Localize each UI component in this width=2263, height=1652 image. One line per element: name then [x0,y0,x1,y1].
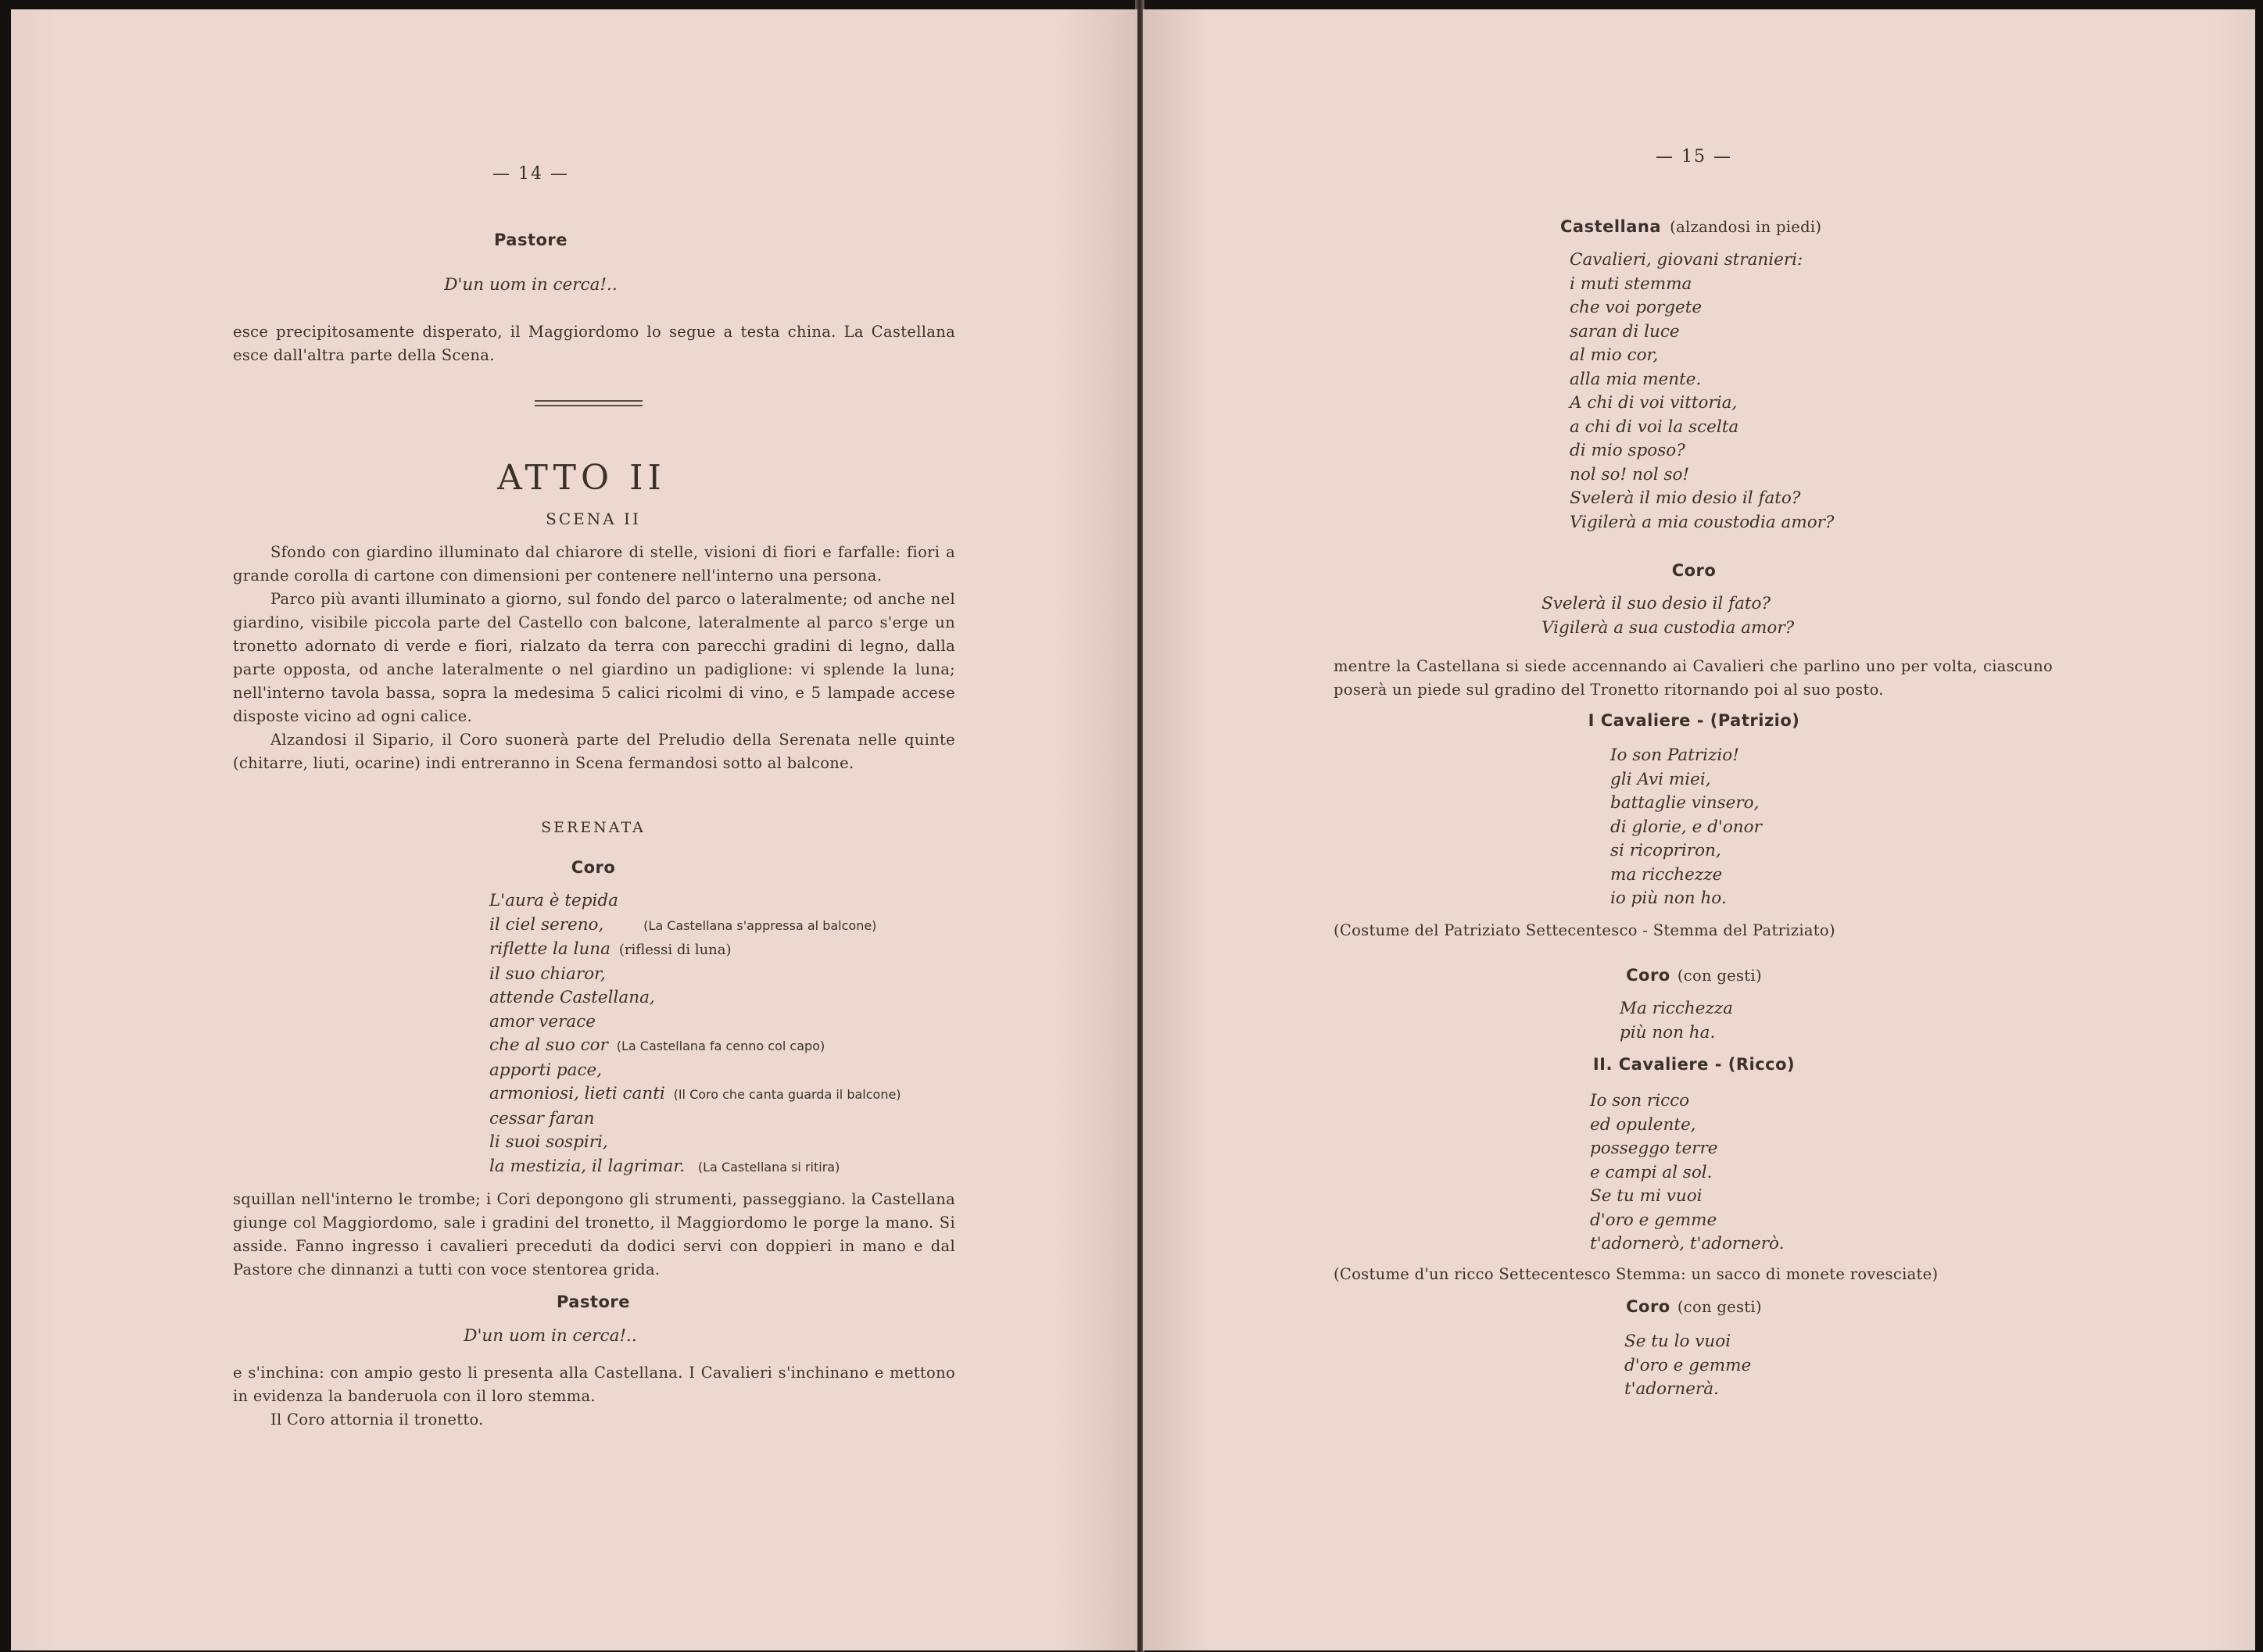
stage-note: (La Castellana fa cenno col capo) [616,1039,825,1053]
verse-line: di mio sposo? [1570,441,1685,460]
verse-line: amor verace [489,1011,596,1032]
verse-line: io più non ho. [1610,889,1727,908]
speaker-name: Coro [1671,561,1717,580]
verse-line: D'un uom in cerca!.. [444,275,618,295]
verse-line: Io son Patrizio! [1610,746,1739,765]
verse-block [1590,1089,1981,1257]
stage-note: (alzandosi in piedi) [1670,218,1822,236]
verse-line: d'oro e gemme [1624,1355,1752,1375]
verse-line: Se tu mi vuoi [1590,1186,1703,1206]
stage-note: (riflessi di luna) [618,942,732,958]
speaker-heading [1502,1296,1885,1319]
verse-line: Vigilerà a mia coustodia amor? [1570,512,1835,532]
verse-line: il ciel sereno, (La Castellana s'appressa al balcone) [489,914,877,935]
stage-note: (Il Coro che canta guarda il balcone) [673,1087,901,1102]
speaker-heading [1560,216,2029,239]
verse-line: Cavalieri, giovani stranieri: [1570,250,1803,270]
verse-line: L'aura è tepida [489,891,618,910]
speaker-name: Coro [571,858,616,877]
verse-line: a chi di voi la scelta [1570,417,1739,437]
verse-block [1620,997,1932,1045]
verse-line: Vigilerà a sua custodia amor? [1541,617,1795,638]
stage-note: (con gesti) [1677,1298,1762,1316]
verse-line: Se tu lo vuoi [1624,1332,1731,1351]
verse-line: riflette la luna (riflessi di luna) [489,939,732,959]
stage-directions-block [233,541,955,775]
verse-line: li suoi sospiri, [489,1132,608,1152]
verse-block [1570,249,2039,535]
verse-line: nol so! nol so! [1570,464,1690,485]
scene-title: SCENA II [546,510,641,528]
speaker-name: Coro [1626,966,1670,985]
right-page [1143,9,2255,1650]
verse-line: A chi di voi vittoria, [1570,393,1738,413]
speaker-name: I Cavaliere - (Patrizio) [1588,711,1800,730]
verse-line: Ma ricchezza [1620,999,1733,1018]
verse-line: si ricopriron, [1610,841,1721,860]
verse-block [1624,1330,1937,1402]
left-page [11,9,1137,1650]
verse-block [489,889,974,1179]
verse-line: che voi porgete [1570,298,1703,317]
verse-line: ed opulente, [1590,1114,1696,1135]
page-number: — 14 — [492,164,569,184]
verse-line: t'adornerò, t'adornerò. [1590,1234,1785,1253]
stage-direction: Alzandosi il Sipario, il Coro suonerà parte del Preludio della Serenata nelle quinte (chitarre, liuti, ocarine) indi entreranno in Scena fermandosi sotto al balcone. [233,731,955,772]
verse-line: alla mia mente. [1570,369,1702,389]
verse-line: gli Avi miei, [1610,769,1711,789]
verse-line: al mio cor, [1570,345,1659,365]
stage-direction: e s'inchina: con ampio gesto li presenta alla Castellana. I Cavalieri s'inchinano e mettono in evidenza la banderuola con il loro stemma. [233,1364,955,1405]
verse-line: attende Castellana, [489,988,655,1007]
stage-direction: (Costume del Patriziato Settecentesco - Stemma del Patriziato) [1334,921,1835,939]
verse-line: cessar faran [489,1108,595,1128]
section-divider [535,400,643,406]
verse-line: Svelerà il mio desio il fato? [1570,488,1801,508]
stage-note: (con gesti) [1677,967,1762,985]
page-number: — 15 — [1656,147,1732,166]
stage-direction: mentre la Castellana si siede accennando ai Cavalieri che parlino uno per volta, ciascuno poserà un piede sul gradino del Tronetto ritornando poi al suo posto. [1334,657,2053,699]
speaker-name: Castellana [1560,217,1662,236]
verse-line: la mestizia, il lagrimar. (La Castellana si ritira) [489,1156,840,1176]
act-title: ATTO II [497,458,666,498]
verse-line: armoniosi, lieti canti (Il Coro che canta guarda il balcone) [489,1084,901,1103]
stage-direction: squillan nell'interno le trombe; i Cori depongono gli strumenti, passeggiano. la Castellana giunge col Maggiordomo, sale i gradini del tronetto, il Maggiordomo le porge la mano. Si asside. Fanno ingresso i cavalieri preceduti da dodici servi con doppieri in mano e dal Pastore che dinnanzi a tutti con voce stentorea grida. [233,1190,955,1278]
stage-direction: esce precipitosamente disperato, il Maggiordomo lo segue a testa china. La Castellana esce dall'altra parte della Scena. [233,323,955,364]
stage-direction: Sfondo con giardino illuminato dal chiarore di stelle, visioni di fiori e farfalle: fiori a grande corolla di cartone con dimensioni per contenere nell'interno una persona. [233,543,955,585]
verse-line: apporti pace, [489,1060,603,1080]
stage-note: (La Castellana si ritira) [697,1159,840,1175]
verse-line: ma ricchezze [1610,864,1723,885]
verse-line: e campi al sol. [1590,1162,1713,1182]
speaker-heading [1502,964,1885,988]
speaker-name: Pastore [556,1293,631,1311]
speaker-name: Coro [1626,1297,1670,1316]
verse-line: D'un uom in cerca!.. [464,1326,637,1346]
verse-line: d'oro e gemme [1590,1210,1717,1230]
verse-line: il suo chiaror, [489,964,606,984]
verse-line: che al suo cor (La Castellana fa cenno col capo) [489,1035,825,1055]
verse-line: saran di luce [1570,321,1680,341]
verse-line: i muti stemma [1570,274,1692,294]
section-title: SERENATA [541,819,646,836]
verse-line: Io son ricco [1590,1091,1690,1110]
speaker-name: II. Cavaliere - (Ricco) [1592,1055,1796,1074]
verse-block [1610,744,2001,911]
stage-note: (La Castellana s'appressa al balcone) [643,917,877,933]
verse-line: Svelerà il suo desio il fato? [1541,594,1771,613]
speaker-name: Pastore [493,231,568,249]
verse-block [1541,592,2011,640]
verse-line: di glorie, e d'onor [1610,817,1762,837]
stage-direction: (Costume d'un ricco Settecentesco Stemma: un sacco di monete rovesciate) [1334,1265,1939,1283]
verse-line: t'adornerà. [1624,1379,1719,1399]
verse-line: battaglie vinsero, [1610,793,1760,813]
stage-direction: Parco più avanti illuminato a giorno, sul fondo del parco o lateralmente; od anche nel giardino, visibile piccola parte del Castello con balcone, lateralmente al parco s'erge un tronetto adornato di verde e fiori, rialzato da terra con parecchi gradini di legno, dalla parte opposta, od anche lateralmente o nel giardino un padiglione: vi splende la luna; nell'interno tavola bassa, sopra la medesima 5 calici ricolmi di vino, e 5 lampade accese disposte vicino ad ogni calice. [233,590,955,725]
verse-line: più non ha. [1620,1022,1716,1042]
stage-direction: Il Coro attornia il tronetto. [270,1411,484,1429]
verse-line: posseggo terre [1590,1139,1718,1158]
